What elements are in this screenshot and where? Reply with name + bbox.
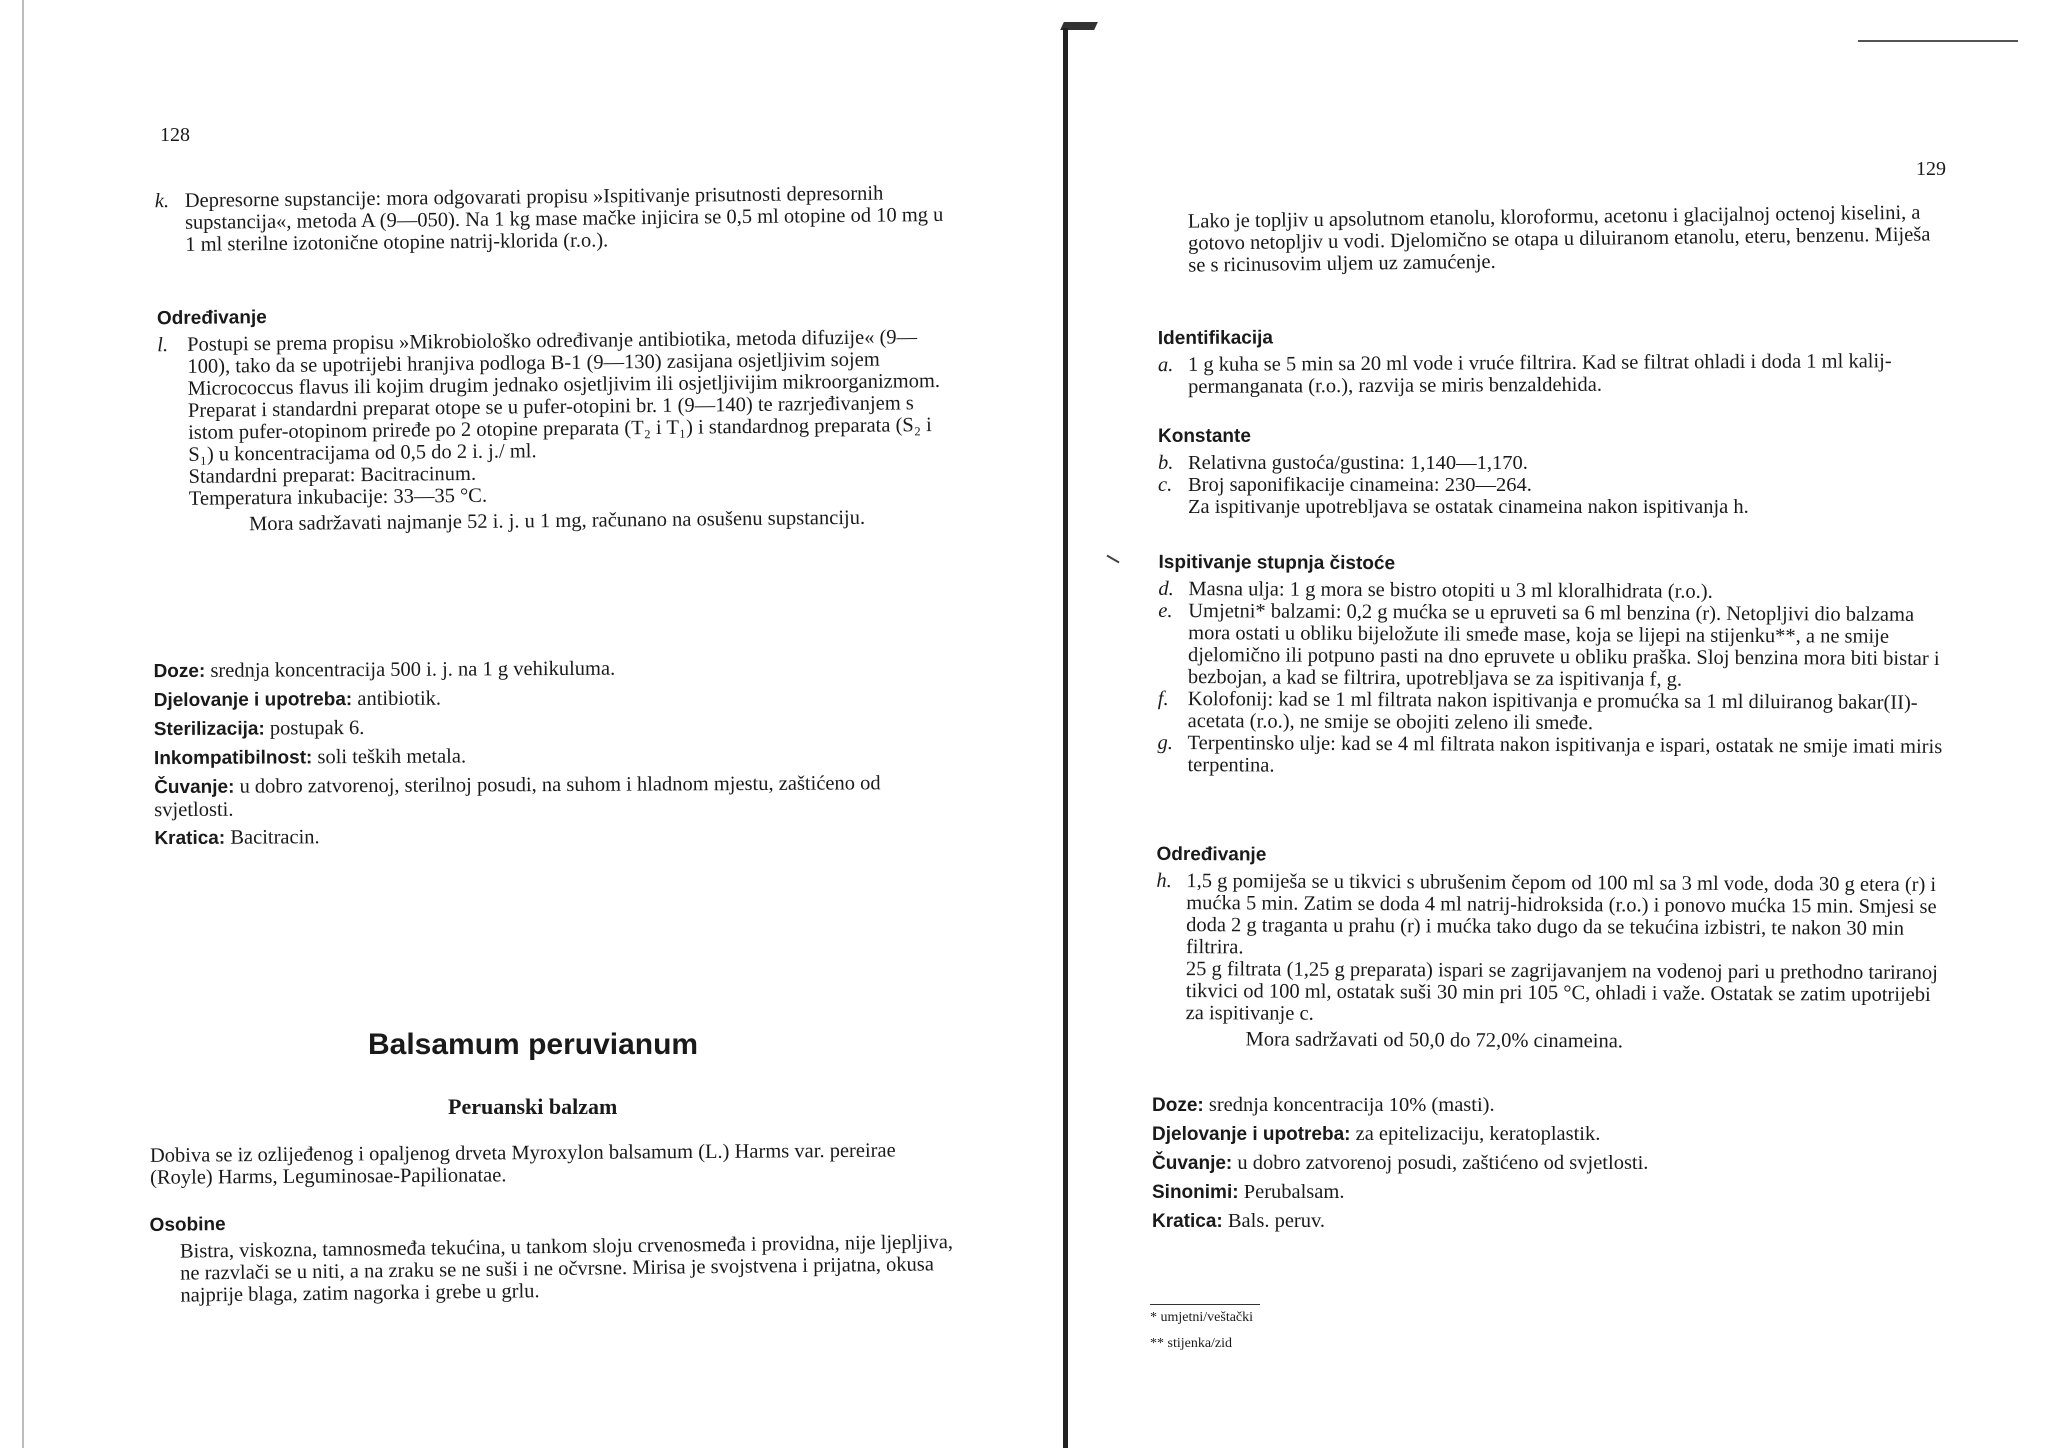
field-label: Inkompatibilnost: <box>153 747 313 770</box>
field-label: Djelovanje i upotreba: <box>153 689 353 712</box>
heading-identifikacija: Identifikacija <box>1157 327 1274 350</box>
item-k-block <box>155 182 956 256</box>
item-e-text: Umjetni* balzami: 0,2 g mućka se u epruveti sa 6 ml benzina (r). Netopljivi dio balzama mora ostati u obliku bijeložute ili smeđe mase, koja se lijepi na stijenku**, a ne smije djelomično ili potpuno pasti na dno epruvete u obliku praška. Sloj benzina mora biti bistar i bezbojan, a kad se filtrira, upotrebljava se za ispitivanja f, g. <box>1187 600 1940 691</box>
osobine-text: Bistra, viskozna, tamnosmeđa tekućina, u tankom sloju crvenosmeđa i providna, nije ljepljiva, ne razvlači se u niti, a na zraku se ne suši i ne očvrsne. Mirisa je svojstvena i prijatna, okusa najprije blaga, zatim nagorka i grebe u grlu. <box>179 1231 954 1307</box>
field-value: Perubalsam. <box>1238 1181 1345 1203</box>
field-doze <box>153 656 963 683</box>
field-value: Bals. peruv. <box>1222 1210 1326 1232</box>
field-label: Doze: <box>153 660 206 683</box>
solubility-text: Lako je topljiv u apsolutnom etanolu, kloroformu, acetonu i glacijalnoj octenoj kiselini, a gotovo netopljiv u vodi. Djelomično se otapa u diluiranom etanolu, eteru, benzenu. Miješa se s ricinusovim uljem uz zamućenje. <box>1187 201 1931 277</box>
item-letter: d. <box>1158 577 1174 601</box>
item-letter: f. <box>1157 687 1169 710</box>
item-letter: k. <box>154 190 170 213</box>
item-h-p2: 25 g filtrata (1,25 g preparata) ispari se zagrijavanjem na vodenoj pari u prethodno tariranoj tikvici od 100 ml, ostatak suši 30 min pri 105 °C, ohladi i važe. Ostatak se zatim upotrijebi za ispitivanje c. <box>1185 958 1938 1025</box>
item-l-p4: Temperatura inkubacije: 33—35 °C. <box>188 484 488 510</box>
osobine-block <box>149 1205 960 1307</box>
item-l <box>157 326 959 536</box>
item-e <box>1158 600 1952 692</box>
item-h-p3: Mora sadržavati od 50,0 do 72,0% cinameina. <box>1245 1028 1624 1053</box>
footnote-2: ** stijenka/zid <box>1150 1336 1233 1351</box>
konstante-block <box>1158 426 1952 518</box>
field-label: Čuvanje: <box>154 776 235 799</box>
solubility-block <box>1188 201 1949 276</box>
field-label: Kratica: <box>1152 1211 1223 1232</box>
item-c-note: Za ispitivanje upotrebljava se ostatak cinameina nakon ispitivanja h. <box>1188 496 1749 518</box>
field-djelovanje <box>1152 1123 1952 1146</box>
fields-left <box>153 656 964 856</box>
field-value: soli teških metala. <box>312 745 467 769</box>
field-value: u dobro zatvorenoj posudi, zaštićeno od svjetlosti. <box>1232 1152 1649 1174</box>
item-l-p1: Postupi se prema propisu »Mikrobiološko određivanje antibiotika, metoda difuzije« (9—100), tako da se upotrijebi hranjiva podloga B-1 (9—130) zasijana osjetljivim sojem Micrococcus flavus ili kojim drugim jednako osjetljivim ili osjetljivijim mikroorganizmom. <box>187 326 941 400</box>
field-kratica <box>1152 1210 1952 1233</box>
monograph-subtitle: Peruanski balzam <box>448 1094 618 1119</box>
item-b <box>1158 452 1952 474</box>
page-binding-edge <box>22 0 24 1448</box>
item-a <box>1158 350 1952 398</box>
odredivanje-left-block <box>157 300 959 536</box>
item-letter: e. <box>1158 599 1173 622</box>
field-value: Bacitracin. <box>225 826 320 849</box>
field-label: Kratica: <box>154 827 226 850</box>
item-c <box>1158 474 1952 518</box>
field-label: Sterilizacija: <box>153 718 265 741</box>
item-letter: h. <box>1156 869 1172 892</box>
field-cuvanje <box>1152 1152 1952 1175</box>
monograph-title: Balsamum peruvianum <box>368 1028 699 1061</box>
field-label: Sinonimi: <box>1152 1182 1239 1203</box>
item-b-text: Relativna gustoća/gustina: 1,140—1,170. <box>1188 452 1528 474</box>
top-rule-line <box>1858 40 2018 42</box>
field-kratica <box>154 823 964 850</box>
item-g-text: Terpentinsko ulje: kad se 4 ml filtrata nakon ispitivanja e ispari, ostatak ne smije imati miris terpentina. <box>1187 732 1943 777</box>
heading-odredivanje-right: Određivanje <box>1156 843 1267 866</box>
odredivanje-right-block <box>1155 844 1952 1054</box>
cistoca-block <box>1157 552 1952 780</box>
item-l-p5: Mora sadržavati najmanje 52 i. j. u 1 mg, računano na osušenu supstanciju. <box>248 506 866 536</box>
item-letter: c. <box>1158 474 1173 496</box>
heading-odredivanje-left: Određivanje <box>156 307 267 330</box>
item-f-text: Kolofonij: kad se 1 ml filtrata nakon ispitivanja e promućka sa 1 ml diluiranog bakar(II)-acetata (r.o.), ne smije se obojiti zeleno ili smeđe. <box>1187 688 1918 735</box>
footnote-1: * umjetni/veštački <box>1150 1310 1254 1325</box>
source-block <box>150 1139 960 1189</box>
item-d-text: Masna ulja: 1 g mora se bistro otopiti u 3 ml kloralhidrata (r.o.). <box>1188 578 1713 603</box>
field-label: Doze: <box>1152 1095 1204 1116</box>
footnote-rule <box>1150 1304 1260 1305</box>
heading-osobine: Osobine <box>149 1214 226 1236</box>
item-letter: g. <box>1157 731 1174 755</box>
item-h <box>1155 870 1952 1054</box>
field-label: Djelovanje i upotreba: <box>1152 1124 1351 1145</box>
item-g <box>1157 732 1951 780</box>
item-letter: l. <box>157 334 169 357</box>
page-number-left: 128 <box>160 124 190 146</box>
field-inkompatibilnost <box>154 743 964 770</box>
identifikacija-block <box>1158 324 1952 398</box>
item-k <box>155 182 956 256</box>
field-label: Čuvanje: <box>1152 1153 1233 1174</box>
item-letter: b. <box>1158 452 1174 474</box>
source-text: Dobiva se iz ozlijeđenog i opaljenog drveta Myroxylon balsamum (L.) Harms var. pereirae (Royle) Harms, Leguminosae-Papilionatae. <box>149 1139 896 1189</box>
fields-right <box>1152 1094 1952 1239</box>
field-sterilizacija <box>154 714 964 741</box>
field-value: srednja koncentracija 500 i. j. na 1 g vehikuluma. <box>205 657 616 682</box>
field-sinonimi <box>1152 1181 1952 1204</box>
field-value: antibiotik. <box>352 687 442 711</box>
item-a-text: 1 g kuha se 5 min sa 20 ml vode i vruće filtrira. Kad se filtrat ohladi i doda 1 ml kalij-permanganata (r.o.), razvija se miris benzaldehida. <box>1187 350 1892 398</box>
heading-konstante: Konstante <box>1158 426 1251 447</box>
heading-cistoca: Ispitivanje stupnja čistoće <box>1158 551 1396 575</box>
margin-dash-mark <box>1106 555 1119 564</box>
field-value: u dobro zatvorenoj, sterilnoj posudi, na suhom i hladnom mjestu, zaštićeno od svjetlosti. <box>154 772 881 822</box>
field-cuvanje <box>154 772 964 821</box>
field-value: postupak 6. <box>264 717 365 740</box>
item-c-text: Broj saponifikacije cinameina: 230—264. <box>1188 474 1532 496</box>
item-letter: a. <box>1157 353 1174 377</box>
field-value: za epitelizaciju, keratoplastik. <box>1350 1123 1601 1145</box>
field-doze <box>1152 1094 1952 1117</box>
field-value: srednja koncentracija 10% (masti). <box>1203 1094 1495 1116</box>
item-f <box>1158 688 1952 736</box>
item-l-p2: Preparat i standardni preparat otope se u pufer-otopini br. 1 (9—140) te razrjeđivanjem s istom pufer-otopinom priređe po 2 otopine preparata (T₂ i T₁) i standardnog preparata (S₂ i S₁) u koncentracijama od 0,5 do 2 i. j./ ml. <box>187 392 932 466</box>
page-number-right: 129 <box>1916 158 1946 180</box>
book-spine <box>1063 28 1068 1448</box>
field-djelovanje <box>154 685 964 712</box>
item-l-p3: Standardni preparat: Bacitracinum. <box>188 462 477 488</box>
item-k-text: Depresorne supstancije: mora odgovarati propisu »Ispitivanje prisutnosti depresornih supstancija«, metoda A (9—050). Na 1 kg mase mačke injicira se 0,5 ml otopine od 10 mg u 1 ml sterilne izotonične otopine natrij-klorida (r.o.). <box>184 182 944 256</box>
item-h-p1: 1,5 g pomiješa se u tikvici s ubrušenim čepom od 100 ml sa 3 ml vode, doda 30 g etera (r) i mućka 5 min. Zatim se doda 4 ml natrij-hidroksida (r.o.) i ponovo mućka 15 min. Smjesi se doda 2 g traganta u prahu (r) i mućka tako dugo da se tekućina izbistri, te nakon 30 min filtrira. <box>1185 870 1937 959</box>
